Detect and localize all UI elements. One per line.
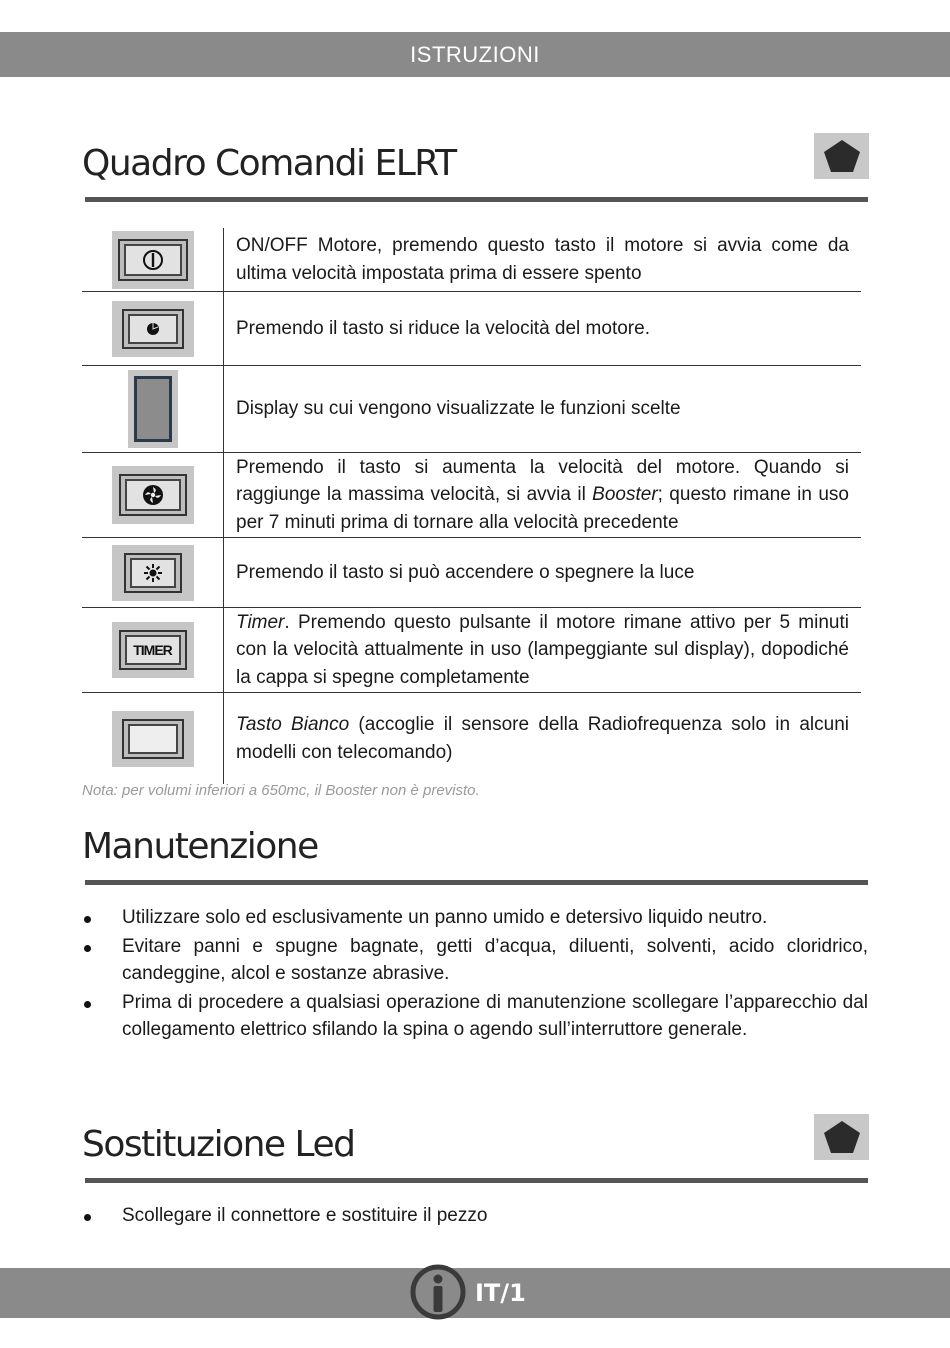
pentagon-icon	[814, 133, 869, 179]
pentagon-icon	[814, 1114, 869, 1160]
speed-down-button-icon	[112, 301, 194, 357]
timer-button-icon	[112, 622, 194, 678]
info-icon	[410, 1264, 466, 1320]
control-row-white-button	[82, 692, 861, 784]
led-section-title: Sostituzione Led	[82, 1124, 355, 1165]
control-row-power	[82, 228, 861, 291]
controls-table	[82, 228, 861, 784]
control-row-text: Timer. Premendo questo pulsante il motore rimane attivo per 5 minuti con la velocità attualmente in uso (lampeggiante sul display), dopodiché la cappa si spegne completamente	[236, 611, 849, 688]
list-item: Utilizzare solo ed esclusivamente un panno umido e detersivo liquido neutro.	[82, 904, 868, 932]
bullet-icon	[84, 945, 91, 952]
section-rule	[85, 1178, 868, 1183]
control-row-text: Premendo il tasto si riduce la velocità del motore.	[236, 317, 650, 339]
bullet-icon	[84, 1214, 91, 1221]
timer-button-label: TIMER	[133, 642, 172, 658]
power-button-icon	[112, 231, 194, 289]
control-row-text: Display su cui vengono visualizzate le funzioni scelte	[236, 398, 681, 420]
control-row-text: ON/OFF Motore, premendo questo tasto il motore si avvia come da ultima velocità impostata prima di essere spento	[236, 235, 849, 284]
page-number: IT/1	[475, 1279, 526, 1307]
list-item: Evitare panni e spugne bagnate, getti d’acqua, diluenti, solventi, acido cloridrico, candeggine, alcol e sostanze abrasive.	[82, 933, 868, 988]
control-row-timer	[82, 607, 861, 692]
section-rule	[85, 197, 868, 202]
section-rule	[85, 880, 868, 885]
control-row-speed-down	[82, 291, 861, 365]
led-list	[82, 1202, 868, 1231]
list-item: Scollegare il connettore e sostituire il pezzo	[82, 1202, 868, 1230]
controls-section-title: Quadro Comandi ELRT	[82, 143, 456, 184]
bullet-icon	[84, 916, 91, 923]
control-row-text: Tasto Bianco (accoglie il sensore della Radiofrequenza solo in alcuni modelli con telecomando)	[236, 714, 849, 763]
header-bar	[0, 32, 950, 77]
list-item: Prima di procedere a qualsiasi operazione di manutenzione scollegare l’apparecchio dal collegamento elettrico sfilando la spina o agendo sull’interruttore generale.	[82, 989, 868, 1044]
maintenance-list	[82, 904, 868, 1045]
white-button-icon	[112, 711, 194, 767]
control-row-light	[82, 537, 861, 607]
control-row-text: Premendo il tasto si può accendere o spegnere la luce	[236, 561, 695, 583]
display-icon	[128, 370, 178, 448]
bullet-icon	[84, 1001, 91, 1008]
control-row-text: Premendo il tasto si aumenta la velocità del motore. Quando si raggiunge la massima velocità, si avvia il Booster; questo rimane in uso per 7 minuti prima di tornare alla velocità precedente	[236, 456, 849, 533]
maintenance-section-title: Manutenzione	[82, 826, 318, 867]
header-title: ISTRUZIONI	[410, 41, 540, 67]
light-button-icon	[112, 545, 194, 601]
booster-note: Nota: per volumi inferiori a 650mc, il Booster non è previsto.	[82, 782, 480, 799]
control-row-display	[82, 365, 861, 452]
control-row-speed-up	[82, 452, 861, 537]
speed-up-button-icon	[112, 466, 194, 524]
